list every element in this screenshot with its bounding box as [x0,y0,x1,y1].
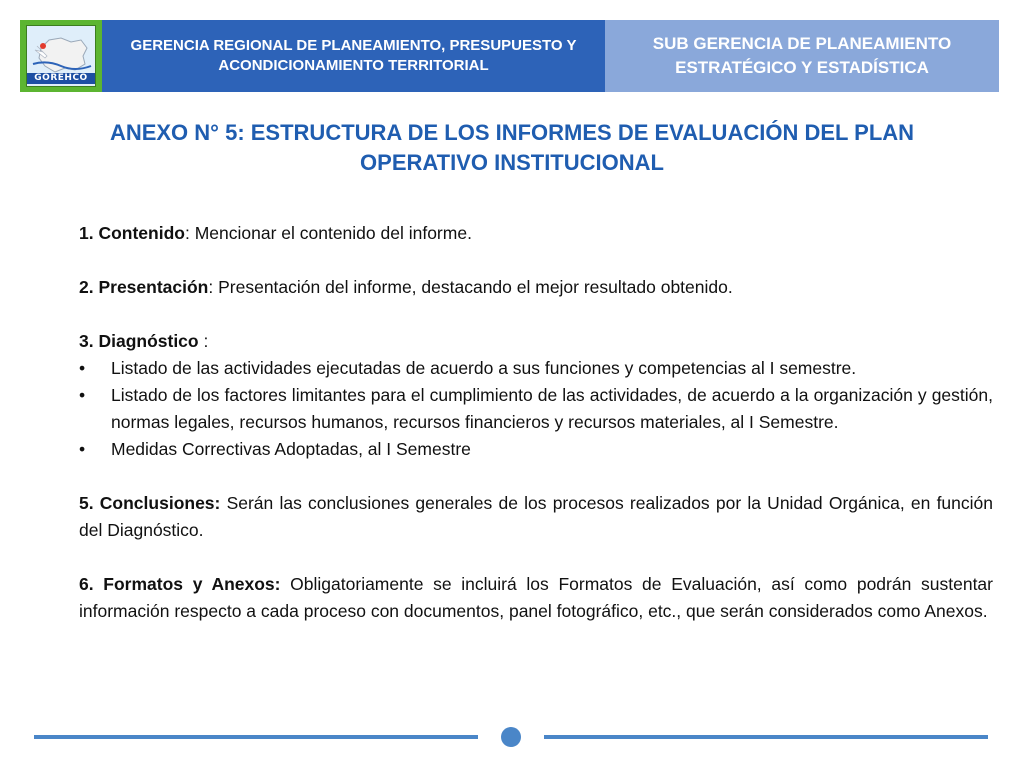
list-item [79,436,993,463]
section-text: : Mencionar el contenido del informe. [184,223,472,243]
list-item [79,355,993,382]
bullet-icon: • [79,439,86,459]
section-diagnostico [79,328,993,355]
section-label: 1. Contenido [79,223,185,243]
section-text: : [198,331,209,351]
list-item-text: Listado de los factores limitantes para el cumplimiento de las actividades, de acuerdo a la organización y gestión, normas legales, recursos humanos, recursos financieros y recursos materiales, al I Semestre. [111,385,993,432]
logo-emblem [26,25,96,87]
section-label: 3. Diagnóstico [79,331,199,351]
slide-header [20,20,999,92]
list-item [79,382,993,436]
logo-text: GOREHCO [27,73,95,84]
section-text: Obligatoriamente se incluirá los Formatos de Evaluación, así como podrán sustentar información respecto a cada proceso con documentos, panel fotográfico, etc., que serán considerados como Anexos. [79,574,993,621]
list-item-text: Listado de las actividades ejecutadas de acuerdo a sus funciones y competencias al I semestre. [111,358,857,378]
section-label: 2. Presentación [79,277,209,297]
section-conclusiones [79,490,993,544]
list-item-text: Medidas Correctivas Adoptadas, al I Semestre [111,439,471,459]
gorehco-logo [20,20,102,92]
section-formatos [79,571,993,625]
header-right-title: SUB GERENCIA DE PLANEAMIENTO ESTRATÉGICO Y ESTADÍSTICA [605,20,999,92]
bullet-icon: • [79,385,86,405]
section-label: 6. Formatos y Anexos: [79,574,281,594]
footer-dot [501,727,521,747]
section-presentacion [79,274,993,301]
section-text: : Presentación del informe, destacando el mejor resultado obtenido. [208,277,733,297]
diagnostico-list [79,355,993,463]
header-left-title: GERENCIA REGIONAL DE PLANEAMIENTO, PRESUPUESTO Y ACONDICIONAMIENTO TERRITORIAL [102,20,605,92]
document-body [79,220,993,625]
section-label: 5. Conclusiones: [79,493,221,513]
footer-line-left [34,735,478,739]
bullet-icon: • [79,358,86,378]
page-title: ANEXO N° 5: ESTRUCTURA DE LOS INFORMES DE EVALUACIÓN DEL PLAN OPERATIVO INSTITUCIONAL [109,120,915,175]
section-text: Serán las conclusiones generales de los procesos realizados por la Unidad Orgánica, en función del Diagnóstico. [79,493,994,540]
footer-line-right [544,735,988,739]
section-contenido [79,220,993,247]
